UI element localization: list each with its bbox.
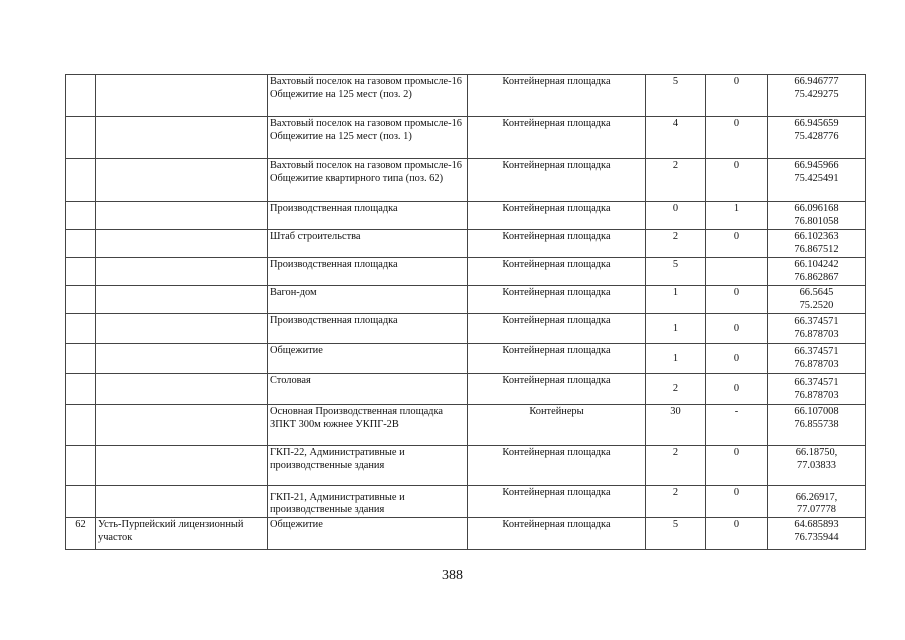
object-name-cell: Вахтовый поселок на газовом промысле-16 Общежитие квартирного типа (поз. 62) [268, 159, 468, 202]
count-b-cell: 0 [706, 486, 768, 518]
container-type-cell: Контейнерная площадка [468, 117, 646, 159]
license-area-cell [96, 405, 268, 446]
table-row [66, 75, 866, 117]
container-type-cell: Контейнерная площадка [468, 230, 646, 258]
count-b-cell: 0 [706, 446, 768, 486]
count-a-cell: 2 [646, 486, 706, 518]
coordinates-cell: 66.946777 75.429275 [768, 75, 866, 117]
license-area-cell [96, 202, 268, 230]
count-a-cell: 5 [646, 258, 706, 286]
object-name-cell: ГКП-22, Административные и производственные здания [268, 446, 468, 486]
row-number-cell [66, 202, 96, 230]
object-name-cell: Общежитие [268, 344, 468, 374]
object-name-cell: Производственная площадка [268, 314, 468, 344]
coordinates-cell: 66.18750, 77.03833 [768, 446, 866, 486]
count-a-cell: 30 [646, 405, 706, 446]
table-body [66, 75, 866, 550]
table-row [66, 159, 866, 202]
container-type-cell: Контейнерная площадка [468, 446, 646, 486]
coordinates-cell: 66.107008 76.855738 [768, 405, 866, 446]
coordinates-cell: 66.374571 76.878703 [768, 374, 866, 405]
page-number: 388 [442, 568, 463, 583]
object-name-cell: ГКП-21, Административные и производственные здания [268, 486, 468, 518]
object-name-cell: Вахтовый поселок на газовом промысле-16 Общежитие на 125 мест (поз. 1) [268, 117, 468, 159]
table-row [66, 405, 866, 446]
row-number-cell [66, 405, 96, 446]
count-b-cell: 0 [706, 230, 768, 258]
table-row [66, 518, 866, 550]
coordinates-cell: 66.096168 76.801058 [768, 202, 866, 230]
registry-table [65, 74, 866, 550]
count-a-cell: 2 [646, 159, 706, 202]
count-a-cell: 5 [646, 518, 706, 550]
coordinates-cell: 66.374571 76.878703 [768, 314, 866, 344]
row-number-cell [66, 75, 96, 117]
count-b-cell: 0 [706, 344, 768, 374]
count-b-cell [706, 258, 768, 286]
table-row [66, 286, 866, 314]
license-area-cell [96, 344, 268, 374]
object-name-cell: Вахтовый поселок на газовом промысле-16 Общежитие на 125 мест (поз. 2) [268, 75, 468, 117]
container-type-cell: Контейнерная площадка [468, 374, 646, 405]
row-number-cell [66, 230, 96, 258]
object-name-cell: Производственная площадка [268, 202, 468, 230]
count-a-cell: 0 [646, 202, 706, 230]
license-area-cell: Усть-Пурпейский лицензионный участок [96, 518, 268, 550]
coordinates-cell: 66.5645 75.2520 [768, 286, 866, 314]
license-area-cell [96, 159, 268, 202]
table-row [66, 486, 866, 518]
table-row [66, 446, 866, 486]
table-row [66, 230, 866, 258]
coordinates-cell: 66.945659 75.428776 [768, 117, 866, 159]
object-name-cell: Общежитие [268, 518, 468, 550]
table-row [66, 344, 866, 374]
container-type-cell: Контейнерная площадка [468, 344, 646, 374]
object-name-cell: Штаб строительства [268, 230, 468, 258]
license-area-cell [96, 314, 268, 344]
coordinates-cell: 64.685893 76.735944 [768, 518, 866, 550]
row-number-cell: 62 [66, 518, 96, 550]
container-type-cell: Контейнеры [468, 405, 646, 446]
coordinates-cell: 66.102363 76.867512 [768, 230, 866, 258]
container-type-cell: Контейнерная площадка [468, 286, 646, 314]
coordinates-cell: 66.945966 75.425491 [768, 159, 866, 202]
count-b-cell: 0 [706, 75, 768, 117]
object-name-cell: Столовая [268, 374, 468, 405]
row-number-cell [66, 486, 96, 518]
container-type-cell: Контейнерная площадка [468, 258, 646, 286]
table-row [66, 117, 866, 159]
container-type-cell: Контейнерная площадка [468, 159, 646, 202]
container-type-cell: Контейнерная площадка [468, 75, 646, 117]
count-b-cell: 0 [706, 518, 768, 550]
count-a-cell: 1 [646, 286, 706, 314]
table-row [66, 374, 866, 405]
object-name-cell: Вагон-дом [268, 286, 468, 314]
container-type-cell: Контейнерная площадка [468, 486, 646, 518]
license-area-cell [96, 446, 268, 486]
count-b-cell: 0 [706, 314, 768, 344]
license-area-cell [96, 117, 268, 159]
count-b-cell: 0 [706, 159, 768, 202]
license-area-cell [96, 230, 268, 258]
count-b-cell: 0 [706, 117, 768, 159]
count-b-cell: 0 [706, 286, 768, 314]
count-b-cell: - [706, 405, 768, 446]
license-area-cell [96, 258, 268, 286]
count-a-cell: 2 [646, 446, 706, 486]
license-area-cell [96, 486, 268, 518]
count-a-cell: 4 [646, 117, 706, 159]
count-b-cell: 1 [706, 202, 768, 230]
coordinates-cell: 66.374571 76.878703 [768, 344, 866, 374]
row-number-cell [66, 286, 96, 314]
count-a-cell: 1 [646, 314, 706, 344]
table-row [66, 314, 866, 344]
table-row [66, 202, 866, 230]
row-number-cell [66, 117, 96, 159]
row-number-cell [66, 314, 96, 344]
count-b-cell: 0 [706, 374, 768, 405]
count-a-cell: 2 [646, 230, 706, 258]
row-number-cell [66, 374, 96, 405]
row-number-cell [66, 159, 96, 202]
row-number-cell [66, 344, 96, 374]
coordinates-cell: 66.104242 76.862867 [768, 258, 866, 286]
count-a-cell: 1 [646, 344, 706, 374]
row-number-cell [66, 446, 96, 486]
container-type-cell: Контейнерная площадка [468, 202, 646, 230]
container-type-cell: Контейнерная площадка [468, 518, 646, 550]
coordinates-cell: 66.26917, 77.07778 [768, 486, 866, 518]
count-a-cell: 2 [646, 374, 706, 405]
row-number-cell [66, 258, 96, 286]
object-name-cell: Производственная площадка [268, 258, 468, 286]
container-type-cell: Контейнерная площадка [468, 314, 646, 344]
count-a-cell: 5 [646, 75, 706, 117]
license-area-cell [96, 75, 268, 117]
table-row [66, 258, 866, 286]
license-area-cell [96, 374, 268, 405]
object-name-cell: Основная Производственная площадка ЗПКТ 300м южнее УКПГ-2В [268, 405, 468, 446]
license-area-cell [96, 286, 268, 314]
